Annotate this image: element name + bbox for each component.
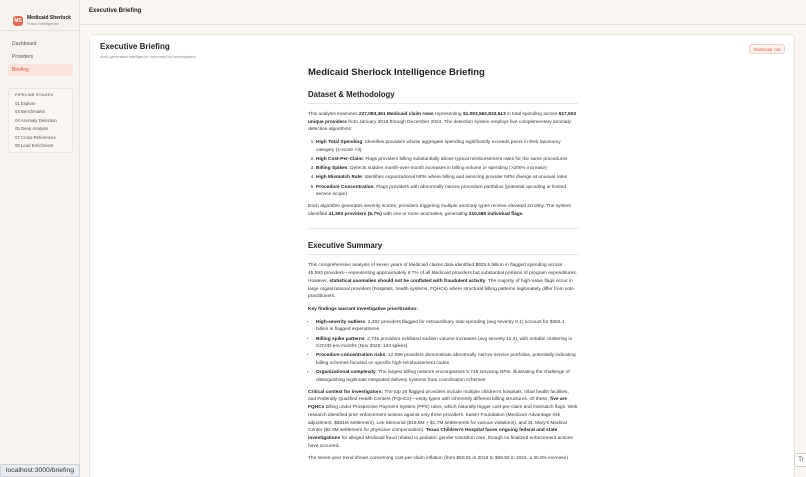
- summary-paragraph: This comprehensive analysis of seven years of Medicaid claims data identified $925.6 billion in flagged spending across 45,593 providers—representing approximately 6.7% of all Medicaid providers but substantial portions of program expenditures. However, statistical anomalies should not be conflated with fraudulent activity. The majority of high-value flags occur in large organizational providers (hospitals, health systems, FQHCs) where structural billing patterns legitimately differ from solo practitioners.: [308, 263, 578, 300]
- dataset-intro: This analysis examines 227,083,361 Medicaid claim rows representing $1,093,562,833,513 in total spending across 617,503 unique providers from January 2018 through December 2024. The detection system employs five complementary anomaly detection algorithms:: [308, 112, 577, 133]
- list-item: • Billing spike patterns: 2,746 providers exhibited sudden volume increases (avg severity 11.3), with notable clustering in COVID-era months (Nov 2020: 134 spikes): [316, 336, 578, 351]
- page-title: Executive Briefing: [89, 8, 142, 14]
- dataset-heading: Dataset & Methodology: [308, 90, 395, 99]
- section-divider: [308, 228, 578, 229]
- sidebar-divider: [0, 30, 80, 31]
- algorithm-list: [316, 139, 578, 199]
- download-md-button[interactable]: Download .md: [749, 44, 785, 54]
- pipeline-stage-lead-enrichment[interactable]: 08 Lead Enrichment: [15, 143, 54, 149]
- pipeline-stage-anomaly-detection[interactable]: 04 Anomaly Detection: [15, 117, 57, 123]
- card-title: Executive Briefing: [100, 42, 170, 51]
- dataset-closing: Each algorithm generates severity scores; providers triggering multiple anomaly types receive elevated scrutiny. The system identified 41,593 providers (6.7%) with one or more anomalies, generating 210,580 individual flags.: [308, 204, 571, 217]
- sidebar-nav: [8, 38, 73, 77]
- findings-list: [316, 319, 578, 385]
- pipeline-stage-explore[interactable]: 01 Explore: [15, 101, 36, 106]
- section-divider: [308, 103, 578, 104]
- sidebar: [0, 0, 80, 477]
- briefing-document: [308, 67, 578, 468]
- card-subtitle: Auto-generated intelligence summary for investigators: [100, 54, 196, 59]
- pipeline-stage-cross-references[interactable]: 07 Cross-References: [15, 134, 56, 140]
- corner-button[interactable]: Tr: [794, 453, 806, 467]
- brand-logo: MS: [14, 17, 22, 24]
- sidebar-item-dashboard[interactable]: Dashboard: [12, 41, 37, 47]
- sidebar-item-briefing[interactable]: Briefing: [8, 64, 73, 76]
- list-item: 3. Billing Spikes: Detects sudden month-over-month increases in billing volume or spending (>200% increase): [316, 165, 578, 173]
- list-item: 5. Procedure Concentration: Flags providers with abnormally narrow procedure portfolios (potential upcoding or limited service scope): [316, 184, 578, 199]
- status-bar-url: localhost:3000/briefing: [0, 464, 80, 477]
- pipeline-stage-benchmarks[interactable]: 03 Benchmarks: [15, 109, 45, 115]
- list-item: • Organizational complexity: The largest billing network encompasses 5,745 servicing NPIs, illustrating the challenge of distinguishing legitimate integrated delivery systems from coordination schemes: [316, 369, 578, 384]
- sidebar-item-providers[interactable]: Providers: [12, 54, 34, 60]
- pipeline-stages-panel: [8, 88, 73, 153]
- list-item: 1. High Total Spending: Identifies providers whose aggregate spending significantly exceeds peers in their taxonomy category (z-score >3): [316, 139, 578, 154]
- list-item: 4. High Mismatch Rate: Identifies organizational NPIs where billing and servicing provider NPIs diverge at unusual rates: [316, 174, 578, 182]
- brand-subtitle: Fraud Intelligence: [27, 21, 59, 26]
- brand-title: Medicaid Sherlock: [27, 15, 71, 21]
- list-item: • Procedure concentration risks: 12,099 providers demonstrate abnormally narrow service portfolios, potentially indicating billing schemes focused on specific high-reimbursement codes: [316, 352, 578, 367]
- context-paragraph: Critical context for investigators: The top 20 flagged providers include multiple children's hospitals, tribal health facilities, and Federally Qualified Health Centers (FQHCs)—entity types with inherently different billing structures. Of these, five are FQHCs billing under Prospective Payment System (PPS) rates, which naturally trigger cost-per-claim and mismatch flags. Web research identified prior enforcement actions against only three providers: Kaiser Foundation (Medicare Advantage risk adjustment, $581M settlement), Lee Memorial ($16.8M + $1.7M settlements for various violations), and St. Mary's Medical Center ($2.3M settlement for physician compensation). Texas Children's Hospital faces ongoing federal and state investigations for alleged Medicaid fraud related to pediatric gender transition care, though no finalized enforcement actions have occurred.: [308, 389, 578, 449]
- briefing-card: [89, 34, 795, 477]
- pipeline-stages-heading: PIPELINE STAGES: [15, 93, 54, 97]
- trend-paragraph: The seven-year trend shows concerning cost-per-claim inflation (from $50.91 in 2018 to $69.82 in 2024, a 30.8% increase): [308, 456, 568, 462]
- list-item: • High-severity outliers: 2,492 providers flagged for extraordinary total spending (avg severity 8.1) account for $366.1 billion in flagged expenditures: [316, 319, 578, 334]
- document-title: Medicaid Sherlock Intelligence Briefing: [308, 67, 485, 78]
- summary-heading: Executive Summary: [308, 241, 383, 251]
- list-item: 2. High Cost-Per-Claim: Flags providers billing substantially above typical reimbursement rates for the same procedures: [316, 156, 578, 164]
- brand[interactable]: [0, 0, 79, 30]
- key-findings-heading: Key findings warrant investigative prioritization:: [308, 306, 418, 312]
- top-bar: [80, 0, 806, 25]
- section-divider: [308, 254, 578, 255]
- pipeline-stage-deep-analysis[interactable]: 05 Deep Analysis: [15, 126, 49, 132]
